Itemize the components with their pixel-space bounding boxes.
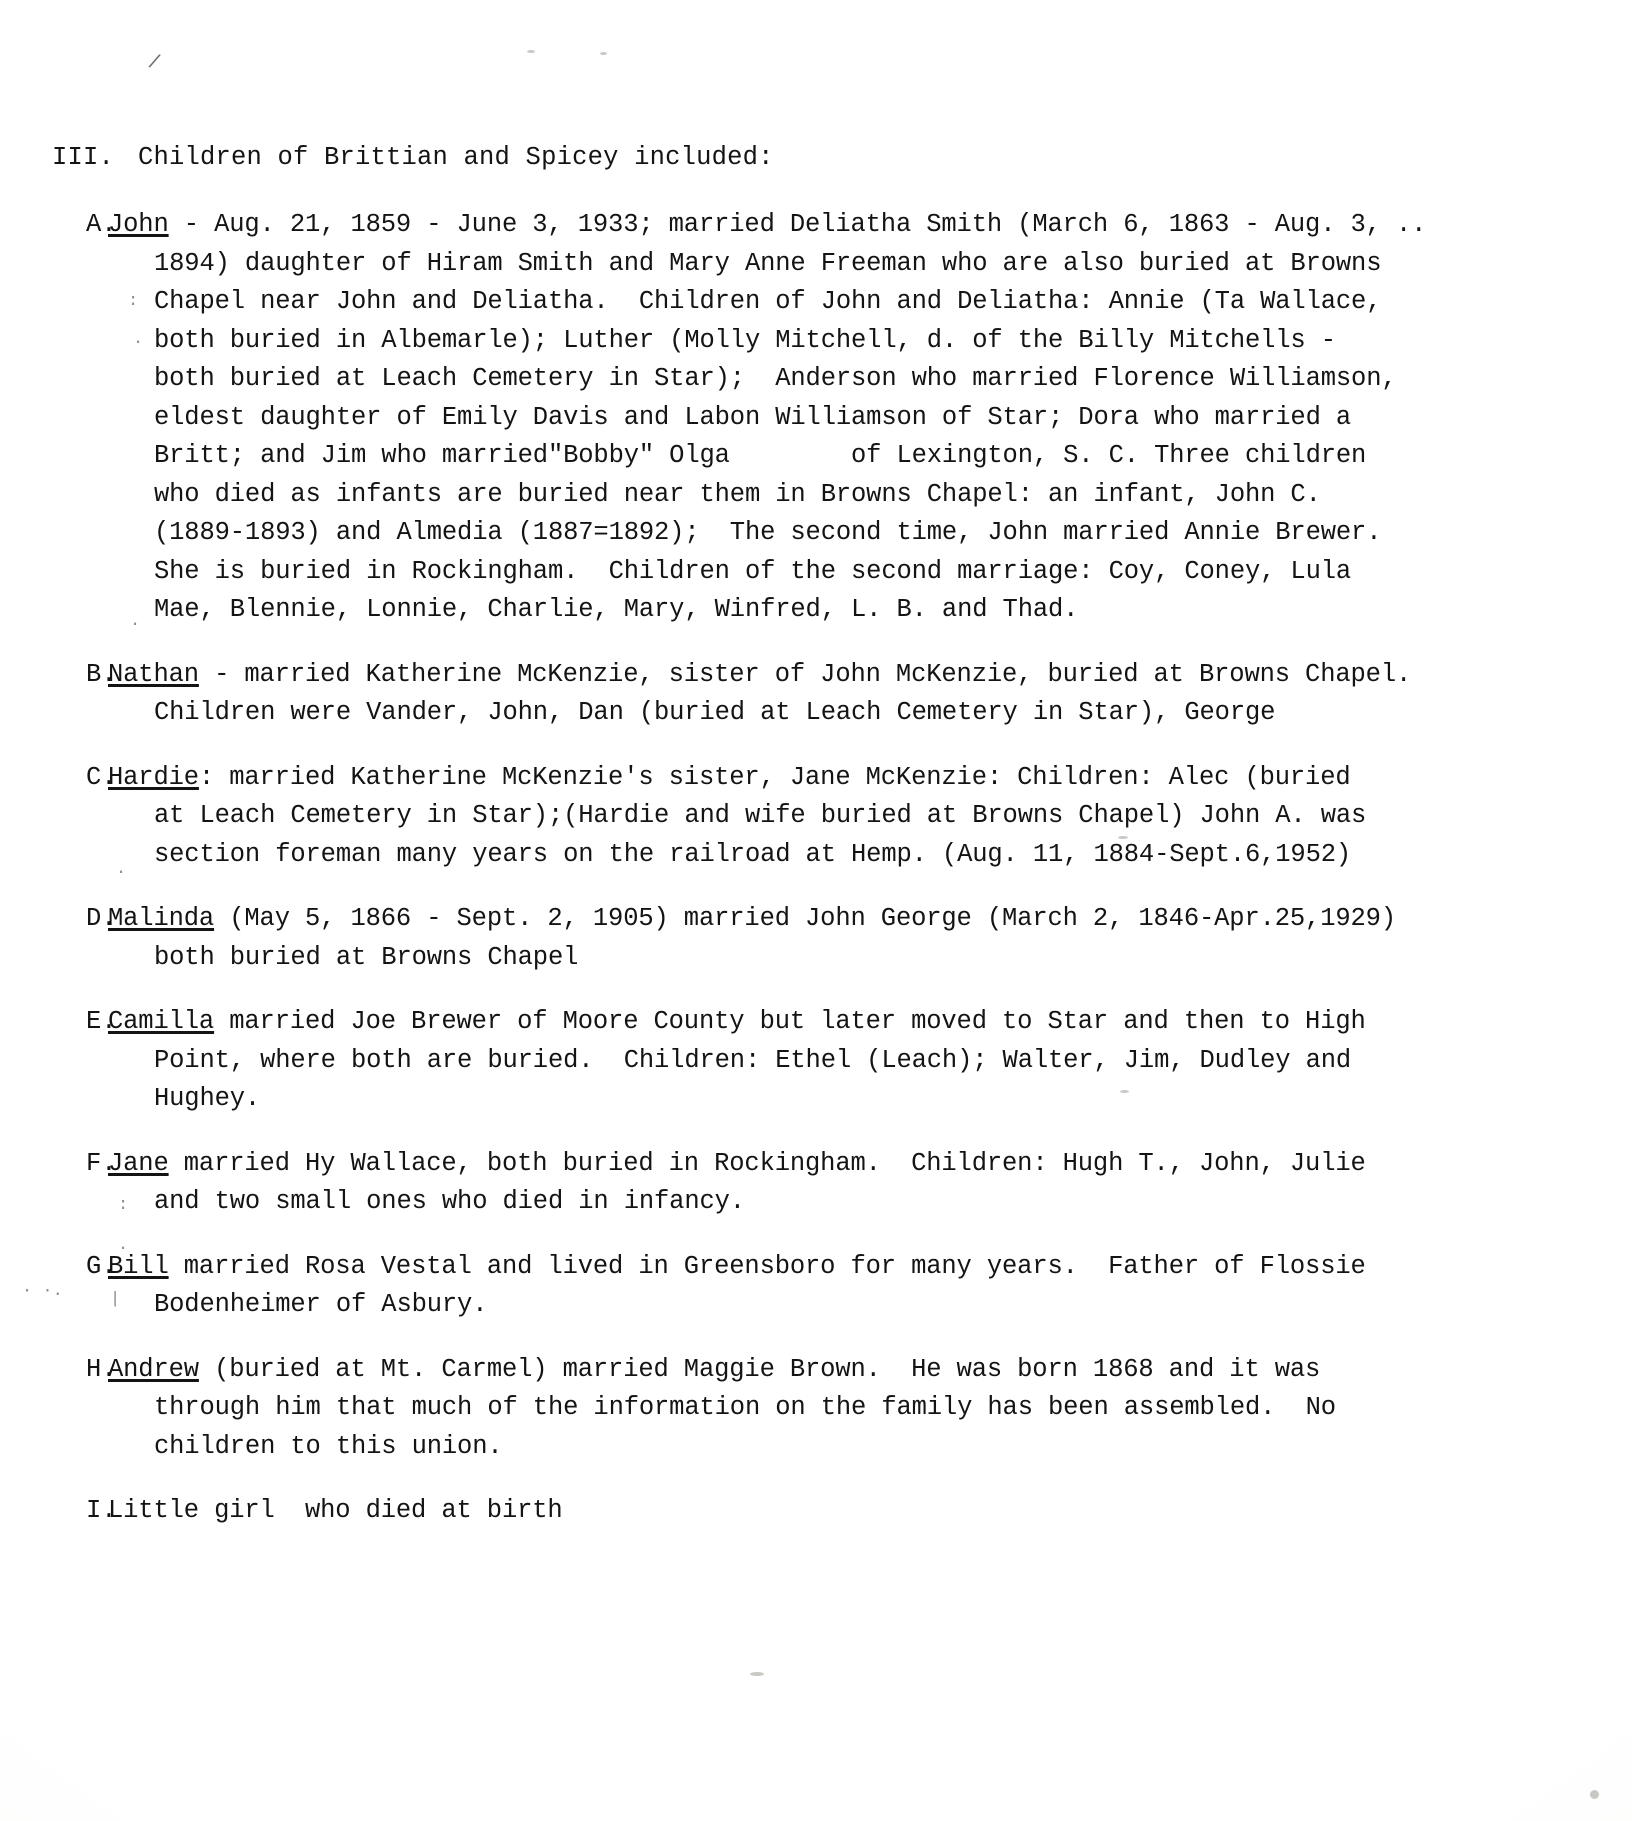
entry-line: Jane married Hy Wallace, both buried in Rockingham. Children: Hugh T., John, Julie xyxy=(108,1148,1366,1178)
scan-speck: : xyxy=(128,292,139,311)
entry-line: Bodenheimer of Asbury. xyxy=(154,1290,488,1319)
entry-line: Malinda (May 5, 1866 - Sept. 2, 1905) married John George (March 2, 1846-Apr.25,1929) xyxy=(108,904,1396,933)
entry-key-name: Hardie xyxy=(108,762,199,792)
entry-c xyxy=(52,759,1582,875)
section-numeral: III. xyxy=(52,143,115,172)
entry-text xyxy=(108,206,1582,630)
scan-speck: . xyxy=(133,330,144,349)
entry-i xyxy=(52,1492,1582,1531)
entry-marker: B. xyxy=(86,659,117,689)
entry-line: who died as infants are buried near them in Browns Chapel: an infant, John C. xyxy=(154,479,1321,509)
entry-line: both buried at Browns Chapel xyxy=(154,942,579,972)
entry-text xyxy=(108,1003,1582,1119)
entry-marker: C. xyxy=(86,762,117,792)
entry-line: Little girl who died at birth xyxy=(108,1496,563,1525)
entry-line: and two small ones who died in infancy. xyxy=(154,1187,745,1216)
entry-line: both buried in Albemarle); Luther (Molly Mitchell, d. of the Billy Mitchells - xyxy=(154,325,1336,355)
entry-line: children to this union. xyxy=(154,1431,503,1461)
entry-line: Mae, Blennie, Lonnie, Charlie, Mary, Winfred, L. B. and Thad. xyxy=(154,595,1079,624)
entry-line: Nathan - married Katherine McKenzie, sister of John McKenzie, buried at Browns Chapel. xyxy=(108,659,1412,689)
entry-line: John - Aug. 21, 1859 - June 3, 1933; married Deliatha Smith (March 6, 1863 - Aug. 3, .. xyxy=(108,210,1427,239)
entry-text xyxy=(108,1248,1582,1325)
entry-a xyxy=(52,206,1582,630)
scan-speck xyxy=(527,50,535,53)
scan-speck xyxy=(750,1672,764,1676)
scan-speck xyxy=(600,52,607,55)
entry-text xyxy=(108,759,1582,875)
entry-marker: I. xyxy=(86,1496,117,1525)
entry-d xyxy=(52,900,1582,977)
entry-text xyxy=(108,1351,1582,1467)
entry-line: eldest daughter of Emily Davis and Labon Williamson of Star; Dora who married a xyxy=(154,402,1352,432)
scan-speck: . xyxy=(130,612,141,631)
entry-line: 1894) daughter of Hiram Smith and Mary Anne Freeman who are also buried at Browns xyxy=(154,248,1382,278)
section-heading xyxy=(52,140,1582,176)
entry-b xyxy=(52,656,1582,733)
scan-speck: : xyxy=(118,1196,129,1215)
entry-line: at Leach Cemetery in Star);(Hardie and wife buried at Browns Chapel) John A. was xyxy=(154,801,1367,830)
entry-key-name: Bill xyxy=(108,1251,169,1281)
entry-line: (1889-1893) and Almedia (1887=1892); The second time, John married Annie Brewer. xyxy=(154,518,1382,547)
entry-line: Britt; and Jim who married"Bobby" Olga of Lexington, S. C. Three children xyxy=(154,441,1367,470)
entry-list xyxy=(52,206,1582,1531)
entry-e xyxy=(52,1003,1582,1119)
entry-line: Andrew (buried at Mt. Carmel) married Maggie Brown. He was born 1868 and it was xyxy=(108,1354,1321,1384)
entry-line: Chapel near John and Deliatha. Children of John and Deliatha: Annie (Ta Wallace, xyxy=(154,287,1382,316)
entry-line: Hardie: married Katherine McKenzie's sister, Jane McKenzie: Children: Alec (buried xyxy=(108,762,1351,792)
entry-line: Children were Vander, John, Dan (buried at Leach Cemetery in Star), George xyxy=(154,698,1276,727)
scan-speck xyxy=(1590,1790,1599,1799)
entry-text xyxy=(108,656,1582,733)
entry-key-name: Nathan xyxy=(108,659,199,689)
entry-h xyxy=(52,1351,1582,1467)
entry-line: through him that much of the information on the family has been assembled. No xyxy=(154,1393,1336,1422)
entry-f xyxy=(52,1145,1582,1222)
entry-key-name: Jane xyxy=(108,1148,169,1178)
entry-line: Bill married Rosa Vestal and lived in Greensboro for many years. Father of Flossie xyxy=(108,1251,1366,1281)
entry-line: She is buried in Rockingham. Children of the second marriage: Coy, Coney, Lula xyxy=(154,556,1352,586)
entry-text xyxy=(108,1145,1582,1222)
entry-marker: H. xyxy=(86,1354,117,1384)
scan-speck: . xyxy=(118,1236,129,1255)
entry-marker: E. xyxy=(86,1007,117,1036)
entry-key-name: Camilla xyxy=(108,1007,215,1036)
scan-speck: . xyxy=(116,860,127,879)
scan-speck: · ·. xyxy=(22,1282,63,1301)
entry-text xyxy=(108,1492,1582,1531)
entry-key-name: Malinda xyxy=(108,904,215,933)
entry-marker: A. xyxy=(86,210,117,239)
entry-line: Camilla married Joe Brewer of Moore County but later moved to Star and then to High xyxy=(108,1007,1366,1036)
entry-marker: G. xyxy=(86,1251,117,1281)
entry-marker: F. xyxy=(86,1148,117,1178)
entry-line: both buried at Leach Cemetery in Star); Anderson who married Florence Williamson, xyxy=(154,364,1397,393)
entry-g xyxy=(52,1248,1582,1325)
entry-line: section foreman many years on the railroad at Hemp. (Aug. 11, 1884-Sept.6,1952) xyxy=(154,839,1352,869)
entry-key-name: Andrew xyxy=(108,1354,199,1384)
entry-line: Point, where both are buried. Children: Ethel (Leach); Walter, Jim, Dudley and xyxy=(154,1045,1352,1075)
entry-line: Hughey. xyxy=(154,1084,261,1113)
scan-speck: | xyxy=(110,1290,121,1309)
entry-key-name: John xyxy=(108,210,169,239)
document-body xyxy=(52,140,1582,1557)
entry-text xyxy=(108,900,1582,977)
section-heading-text: Children of Brittian and Spicey included: xyxy=(138,143,774,172)
entry-marker: D. xyxy=(86,904,117,933)
stray-slash-mark: / xyxy=(145,51,163,76)
